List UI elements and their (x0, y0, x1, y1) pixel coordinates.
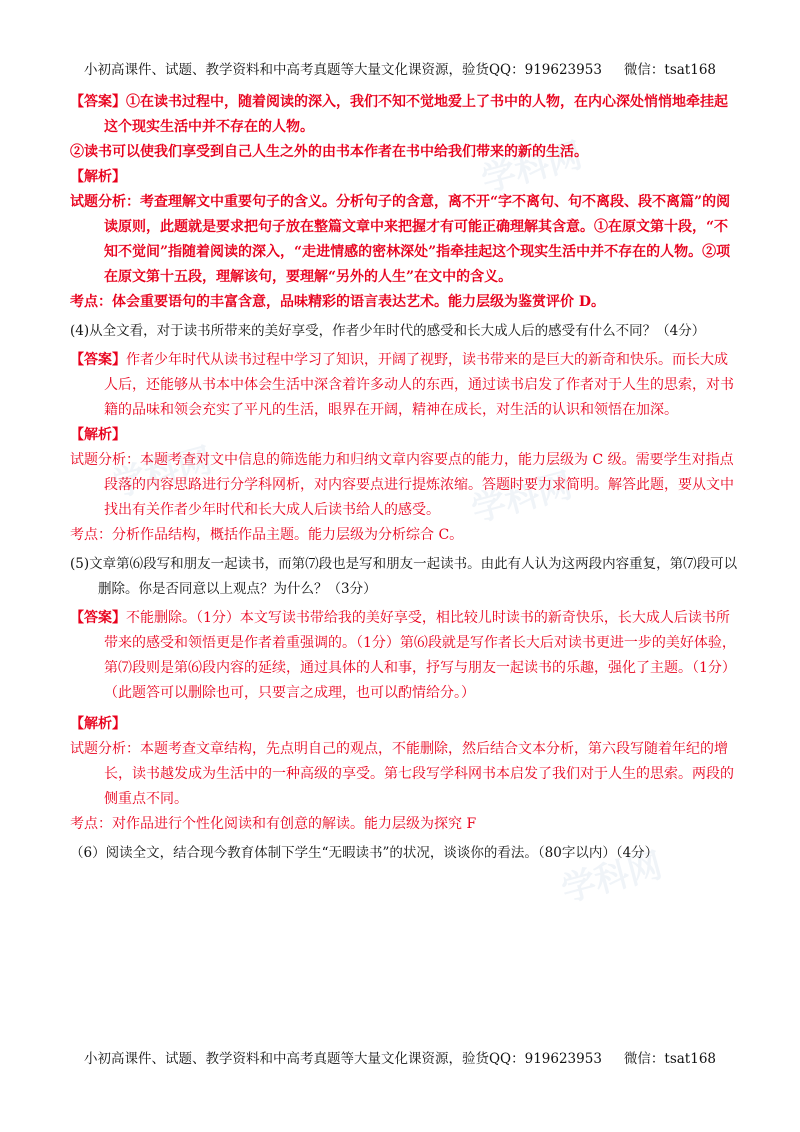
point-text: 考点：分析作品结构，概括作品主题。能力层级为分析综合 C。 (70, 527, 464, 543)
header-wechat: 微信：tsat168 (623, 62, 717, 78)
answer-text-2: ②读书可以使我们享受到自己人生之外的由书本作者在书中给我们带来的新的生活。 (70, 144, 588, 160)
point-text: 考点：对作品进行个性化阅读和有创意的解读。能力层级为探究 F (70, 816, 477, 832)
footer-wechat: 微信：tsat168 (623, 1051, 717, 1067)
analysis-label: 【解析】 (70, 716, 126, 732)
footer-text: 小初高课件、试题、教学资料和中高考真题等大量文化课资源，验货QQ：919623953 (83, 1051, 602, 1067)
answer-paragraph (70, 90, 740, 140)
question-5: (5)文章第⑹段写和朋友一起读书，而第⑺段也是写和朋友一起读书。由此有人认为这两段内容重复，第⑺段可以删除。你是否同意以上观点？为什么？（3分） (70, 556, 738, 597)
question-4: (4)从全文看，对于读书所带来的美好享受，作者少年时代的感受和长大成人后的感受有什么不同？（4分） (70, 323, 706, 339)
answer-block-5 (70, 606, 740, 837)
answer-block-3 (70, 90, 740, 315)
analysis-text: 试题分析：本题考查对文中信息的筛选能力和归纳文章内容要点的能力，能力层级为 C 级。需要学生对指点段落的内容思路进行分学科网析，对内容要点进行提炼浓缩。答题时要力求简明。解答此题，要从文中找出有关作者少年时代和长大成人后读书给人的感受。 (70, 452, 734, 518)
page-footer (0, 1047, 800, 1067)
question-6: （6）阅读全文，结合现今教育体制下学生“无暇读书”的状况，谈谈你的看法。（80字以内）（4分） (70, 845, 659, 861)
analysis-text: 试题分析：本题考查文章结构，先点明自己的观点，不能删除，然后结合文本分析，第六段写随着年纪的增长，读书越发成为生活中的一种高级的享受。第七段写学科网书本启发了我们对于人生的思索。两段的侧重点不同。 (70, 741, 734, 807)
analysis-text: 试题分析：考查理解文中重要句子的含义。分析句子的含意，离不开“字不离句、句不离段、段不离篇”的阅读原则，此题就是要求把句子放在整篇文章中来把握才有可能正确理解其含意。①在原文第十段，“不知不觉间”指随着阅读的深入，“走进情感的密林深处”指牵挂起这个现实生活中并不存在的人物。②项在原文第十五段，理解该句，要理解“另外的人生”在文中的含义。 (70, 194, 731, 285)
watermark: 学科网 (557, 845, 667, 911)
answer-label: 【答案】 (70, 352, 126, 368)
answer-text: 作者少年时代从读书过程中学习了知识，开阔了视野，读书带来的是巨大的新奇和快乐。而长大成人后，还能够从书本中体会生活中深含着许多动人的东西，通过读书启发了作者对于人生的思索，对书籍的品味和领会充实了平凡的生活，眼界在开阔，精神在成长，对生活的认识和领悟在加深。 (104, 352, 734, 418)
answer-block-4 (70, 348, 740, 548)
watermark: 学科网 (107, 440, 217, 506)
watermark: 学科网 (467, 465, 577, 531)
header-text: 小初高课件、试题、教学资料和中高考真题等大量文化课资源，验货QQ：919623953 (83, 62, 602, 78)
answer-label: 【答案】 (70, 94, 126, 110)
answer-paragraph (70, 606, 740, 706)
document-body (70, 90, 740, 866)
answer-paragraph-2 (70, 140, 740, 165)
answer-text: ①在读书过程中，随着阅读的深入，我们不知不觉地爱上了书中的人物，在内心深处悄悄地牵挂起这个现实生活中并不存在的人物。 (104, 94, 728, 135)
watermark: 学科网 (477, 135, 587, 201)
answer-paragraph (70, 348, 740, 423)
page-header (0, 58, 800, 78)
answer-text: 不能删除。（1分）本文写读书带给我的美好享受，相比较儿时读书的新奇快乐，长大成人后读书所带来的感受和领悟更是作者着重强调的。（1分）第⑹段就是写作者长大后对读书更进一步的美好体验，第⑺段则是第⑹段内容的延续，通过具体的人和事，抒写与朋友一起读书的乐趣，强化了主题。（1分）（此题答可以删除也可，只要言之成理，也可以酌情给分。） (104, 610, 736, 701)
answer-label: 【答案】 (70, 610, 126, 626)
point-text: 考点：体会重要语句的丰富含意，品味精彩的语言表达艺术。能力层级为鉴赏评价 D。 (70, 294, 606, 310)
analysis-label: 【解析】 (70, 427, 126, 443)
analysis-label: 【解析】 (70, 169, 126, 185)
